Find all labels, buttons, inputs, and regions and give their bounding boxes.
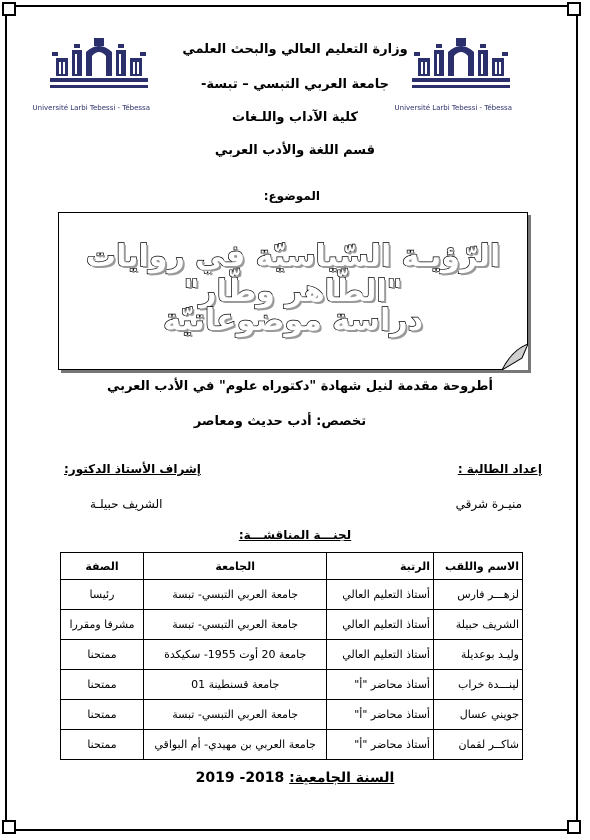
specialty: تخصص: أدب حديث ومعاصر	[193, 414, 367, 429]
member-name: وليـد بوعديلة	[433, 640, 522, 670]
ministry-name: وزارة التعليم العالي والبحث العلمي	[182, 42, 408, 57]
member-university: جامعة العربي بن مهيدي- أم البواقي	[143, 730, 326, 760]
table-row	[61, 610, 523, 640]
academic-year-label: السنة الجامعية:	[289, 770, 395, 786]
table-row	[61, 700, 523, 730]
committee-table	[60, 552, 523, 760]
table-row	[61, 670, 523, 700]
member-rank: أستاذ التعليم العالي	[327, 610, 434, 640]
university-logo	[32, 38, 150, 112]
table-row	[61, 730, 523, 760]
academic-year	[0, 770, 590, 786]
member-name: لزهـــر فارس	[433, 580, 522, 610]
member-name: جويني عسال	[433, 700, 522, 730]
member-role: ممتحنا	[61, 640, 144, 670]
member-role: رئيسا	[61, 580, 144, 610]
thesis-title: الرّؤيـة السّياسيّة في روايات "الطّاهر وطّار"	[85, 239, 501, 309]
border-corner	[2, 2, 16, 16]
column-header: الرتبة	[327, 553, 434, 580]
academic-year-value: 2018- 2019	[195, 770, 285, 786]
student-name: منيـرة شرقي	[455, 497, 522, 511]
supervisor-name: الشريف حبيلـة	[90, 497, 163, 511]
faculty-name: كلية الآداب واللـغات	[232, 110, 358, 125]
supervisor-label: إشراف الأستاذ الدكتور:	[64, 462, 201, 476]
logo-caption: Université Larbi Tebessi - Tébessa	[394, 104, 512, 112]
member-rank: أستاذ محاضر "أ"	[327, 670, 434, 700]
prepared-by-label: إعداد الطالبة :	[457, 462, 542, 476]
thesis-subtitle-title: دراسة موضوعاتيّة	[163, 303, 423, 338]
committee-label: لجنـــة المناقشـــة:	[238, 528, 352, 542]
member-university: جامعة قسنطينة 01	[143, 670, 326, 700]
member-name: الشريف حبيلة	[433, 610, 522, 640]
member-name: لينـــدة خراب	[433, 670, 522, 700]
border-corner	[567, 820, 581, 834]
page-fold-icon	[502, 344, 528, 370]
column-header: الصفة	[61, 553, 144, 580]
border-corner	[2, 820, 16, 834]
member-university: جامعة العربي التبسي- تبسة	[143, 580, 326, 610]
member-university: جامعة العربي التبسي- تبسة	[143, 610, 326, 640]
title-box	[58, 212, 528, 370]
member-name: شاكــر لقمان	[433, 730, 522, 760]
member-rank: أستاذ التعليم العالي	[327, 640, 434, 670]
member-role: مشرفا ومقررا	[61, 610, 144, 640]
table-header-row	[61, 553, 523, 580]
member-rank: أستاذ محاضر "أ"	[327, 730, 434, 760]
member-rank: أستاذ محاضر "أ"	[327, 700, 434, 730]
university-name: جامعة العربي التبسي – تبسة-	[201, 77, 389, 92]
border-corner	[567, 2, 581, 16]
table-row	[61, 640, 523, 670]
table-row	[61, 580, 523, 610]
column-header: الاسم واللقب	[433, 553, 522, 580]
degree-statement: أطروحة مقدمة لنيل شهادة "دكتوراه علوم" في الأدب العربي	[107, 379, 493, 394]
member-role: ممتحنا	[61, 670, 144, 700]
column-header: الجامعة	[143, 553, 326, 580]
member-university: جامعة العربي التبسي- تبسة	[143, 700, 326, 730]
topic-label: الموضوع:	[263, 189, 320, 203]
member-role: ممتحنا	[61, 700, 144, 730]
member-role: ممتحنا	[61, 730, 144, 760]
university-emblem-icon	[48, 38, 150, 102]
member-university: جامعة 20 أوت 1955- سكيكدة	[143, 640, 326, 670]
logo-caption: Université Larbi Tebessi - Tébessa	[32, 104, 150, 112]
member-rank: أستاذ التعليم العالي	[327, 580, 434, 610]
department-name: قسم اللغة والأدب العربي	[214, 143, 376, 158]
